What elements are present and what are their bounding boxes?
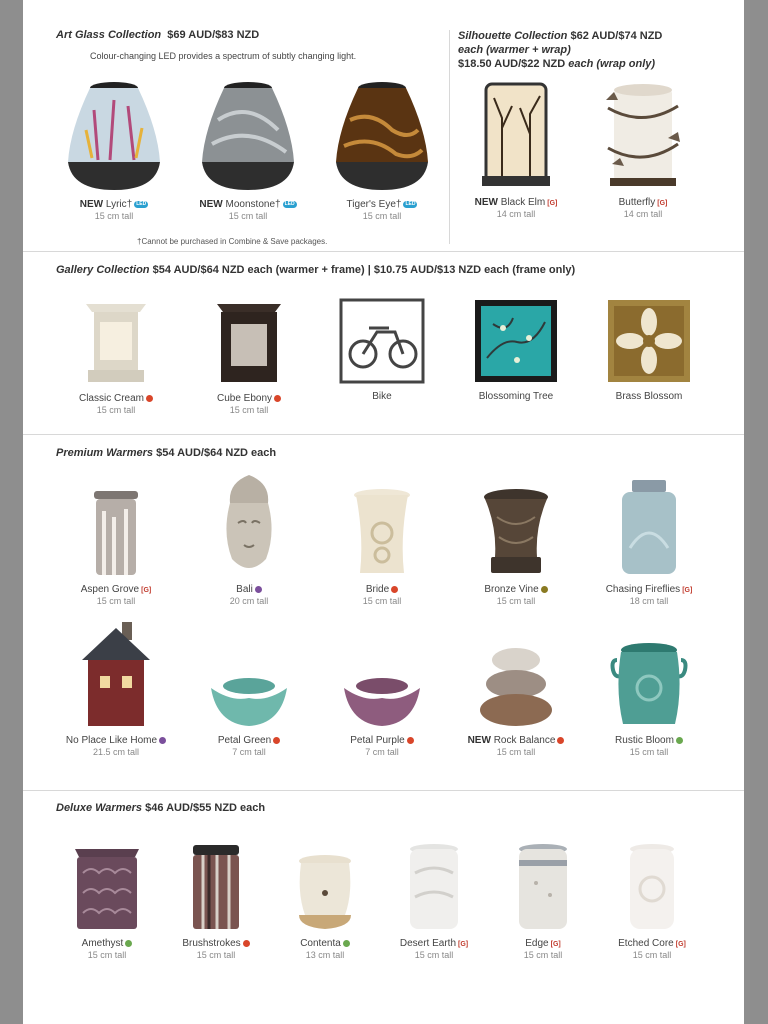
premium-heading: Premium Warmers $54 AUD/$64 NZD each — [56, 447, 277, 459]
brushstrokes-height: 15 cm tall — [196, 950, 236, 960]
section-divider — [23, 790, 744, 791]
edge-warmer-image — [514, 843, 572, 931]
rock-balance-label: NEW Rock Balance — [451, 735, 581, 746]
product-brass-blossom[interactable] — [584, 298, 714, 402]
tigers-eye-height: 15 cm tall — [362, 211, 402, 221]
red-dot-badge — [407, 737, 414, 744]
red-dot-badge — [391, 586, 398, 593]
etched-core-warmer-image — [624, 843, 680, 931]
brass-blossom-frame-image — [606, 298, 692, 384]
black-elm-height: 14 cm tall — [496, 209, 536, 219]
cube-ebony-label: Cube Ebony — [184, 393, 314, 404]
red-dot-badge — [146, 395, 153, 402]
aspen-grove-warmer-image — [86, 487, 146, 577]
product-petal-green[interactable] — [184, 674, 314, 757]
gift-badge: [G] — [458, 941, 469, 948]
bride-height: 15 cm tall — [362, 596, 402, 606]
blossoming-tree-label: Blossoming Tree — [478, 391, 554, 402]
amethyst-height: 15 cm tall — [87, 950, 127, 960]
product-tigers-eye[interactable] — [317, 80, 447, 221]
petal-purple-height: 7 cm tall — [365, 747, 399, 757]
butterfly-height: 14 cm tall — [623, 209, 663, 219]
edge-height: 15 cm tall — [523, 950, 563, 960]
black-elm-label: NEW Black Elm [G] — [474, 197, 558, 208]
product-blossoming-tree[interactable] — [451, 298, 581, 402]
product-cube-ebony[interactable] — [184, 296, 314, 415]
product-etched-core[interactable] — [587, 843, 717, 960]
deluxe-heading: Deluxe Warmers $46 AUD/$55 NZD each — [56, 802, 266, 814]
green-dot-badge — [125, 940, 132, 947]
amethyst-label: Amethyst — [42, 938, 172, 949]
product-black-elm[interactable] — [451, 78, 581, 219]
bride-warmer-image — [350, 487, 414, 577]
desert-earth-label: Desert Earth [G] — [399, 938, 469, 949]
product-moonstone[interactable] — [183, 80, 313, 221]
petal-green-warmer-image — [207, 674, 291, 728]
olive-dot-badge — [541, 586, 548, 593]
contenta-label: Contenta — [260, 938, 390, 949]
black-elm-warmer-image — [474, 78, 558, 190]
product-bronze-vine[interactable] — [451, 487, 581, 606]
blossoming-tree-frame-image — [473, 298, 559, 384]
column-divider — [449, 30, 450, 244]
brushstrokes-warmer-image — [189, 843, 243, 931]
catalog-page — [23, 0, 744, 1024]
aspen-grove-label: Aspen Grove [G] — [80, 584, 152, 595]
bali-warmer-image — [214, 473, 284, 577]
chasing-fireflies-label: Chasing Fireflies [G] — [605, 584, 693, 595]
chasing-fireflies-height: 18 cm tall — [629, 596, 669, 606]
petal-purple-warmer-image — [340, 674, 424, 728]
no-place-like-home-warmer-image — [76, 620, 156, 728]
led-badge: LED — [405, 200, 416, 207]
green-dot-badge — [343, 940, 350, 947]
purple-dot-badge — [255, 586, 262, 593]
edge-label: Edge [G] — [525, 938, 561, 949]
art-glass-heading: Art Glass Collection $69 AUD/$83 NZD — [56, 29, 260, 41]
product-rock-balance[interactable] — [451, 644, 581, 757]
lyric-height: 15 cm tall — [94, 211, 134, 221]
product-rustic-bloom[interactable] — [584, 640, 714, 757]
bronze-vine-warmer-image — [481, 487, 551, 577]
rock-balance-height: 15 cm tall — [496, 747, 536, 757]
bride-label: Bride — [317, 584, 447, 595]
silhouette-heading: Silhouette Collection $62 AUD/$74 NZD each (warmer + wrap) $18.50 AUD/$22 NZD each (wrap only) — [458, 30, 663, 70]
red-dot-badge — [274, 395, 281, 402]
art-glass-footnote: †Cannot be purchased in Combine & Save packages. — [137, 237, 328, 246]
led-badge: LED — [136, 200, 147, 207]
brass-blossom-label: Brass Blossom — [615, 391, 683, 402]
no-place-like-home-label: No Place Like Home — [51, 735, 181, 746]
product-aspen-grove[interactable] — [51, 487, 181, 606]
moonstone-warmer-image — [198, 80, 298, 192]
gift-badge: [G] — [550, 941, 561, 948]
gift-badge: [G] — [547, 200, 558, 207]
petal-purple-label: Petal Purple — [317, 735, 447, 746]
etched-core-label: Etched Core [G] — [618, 938, 686, 949]
lyric-warmer-image — [64, 80, 164, 192]
etched-core-height: 15 cm tall — [632, 950, 672, 960]
art-glass-subtitle: Colour-changing LED provides a spectrum of subtly changing light. — [90, 51, 357, 61]
desert-earth-warmer-image — [405, 843, 463, 931]
red-dot-badge — [557, 737, 564, 744]
petal-green-height: 7 cm tall — [232, 747, 266, 757]
butterfly-warmer-image — [598, 78, 688, 190]
section-divider — [23, 434, 744, 435]
product-bride[interactable] — [317, 487, 447, 606]
rustic-bloom-warmer-image — [609, 640, 689, 728]
tigers-eye-label: Tiger's Eye† LED — [346, 199, 416, 210]
rustic-bloom-height: 15 cm tall — [629, 747, 669, 757]
led-badge: LED — [284, 200, 295, 207]
butterfly-label: Butterfly [G] — [618, 197, 668, 208]
rock-balance-warmer-image — [476, 644, 556, 728]
bali-label: Bali — [184, 584, 314, 595]
amethyst-warmer-image — [71, 843, 143, 931]
product-lyric[interactable] — [49, 80, 179, 221]
moonstone-height: 15 cm tall — [228, 211, 268, 221]
bronze-vine-height: 15 cm tall — [496, 596, 536, 606]
bike-label: Bike — [372, 391, 392, 402]
bike-frame-image — [339, 298, 425, 384]
purple-dot-badge — [159, 737, 166, 744]
product-bike[interactable] — [317, 298, 447, 402]
brushstrokes-label: Brushstrokes — [151, 938, 281, 949]
classic-cream-warmer-image — [76, 296, 156, 386]
product-classic-cream[interactable] — [51, 296, 181, 415]
desert-earth-height: 15 cm tall — [414, 950, 454, 960]
classic-cream-label: Classic Cream — [51, 393, 181, 404]
bronze-vine-label: Bronze Vine — [451, 584, 581, 595]
product-chasing-fireflies[interactable] — [584, 478, 714, 606]
classic-cream-height: 15 cm tall — [96, 405, 136, 415]
red-dot-badge — [243, 940, 250, 947]
petal-green-label: Petal Green — [184, 735, 314, 746]
gift-badge: [G] — [682, 587, 693, 594]
cube-ebony-warmer-image — [209, 296, 289, 386]
gift-badge: [G] — [675, 941, 686, 948]
chasing-fireflies-warmer-image — [616, 478, 682, 577]
product-petal-purple[interactable] — [317, 674, 447, 757]
green-dot-badge — [676, 737, 683, 744]
no-place-like-home-height: 21.5 cm tall — [92, 747, 140, 757]
lyric-label: NEW Lyric† LED — [79, 199, 147, 210]
bali-height: 20 cm tall — [229, 596, 269, 606]
gallery-heading: Gallery Collection $54 AUD/$64 NZD each (warmer + frame) | $10.75 AUD/$13 NZD each (frame only) — [56, 264, 576, 276]
product-butterfly[interactable] — [578, 78, 708, 219]
contenta-height: 13 cm tall — [305, 950, 345, 960]
product-bali[interactable] — [184, 473, 314, 606]
cube-ebony-height: 15 cm tall — [229, 405, 269, 415]
red-dot-badge — [273, 737, 280, 744]
section-divider — [23, 251, 744, 252]
gift-badge: [G] — [657, 200, 668, 207]
gift-badge: [G] — [141, 587, 152, 594]
aspen-grove-height: 15 cm tall — [96, 596, 136, 606]
product-no-place-like-home[interactable] — [51, 620, 181, 757]
tigers-eye-warmer-image — [332, 80, 432, 192]
moonstone-label: NEW Moonstone† LED — [199, 199, 295, 210]
contenta-warmer-image — [295, 853, 355, 931]
rustic-bloom-label: Rustic Bloom — [584, 735, 714, 746]
